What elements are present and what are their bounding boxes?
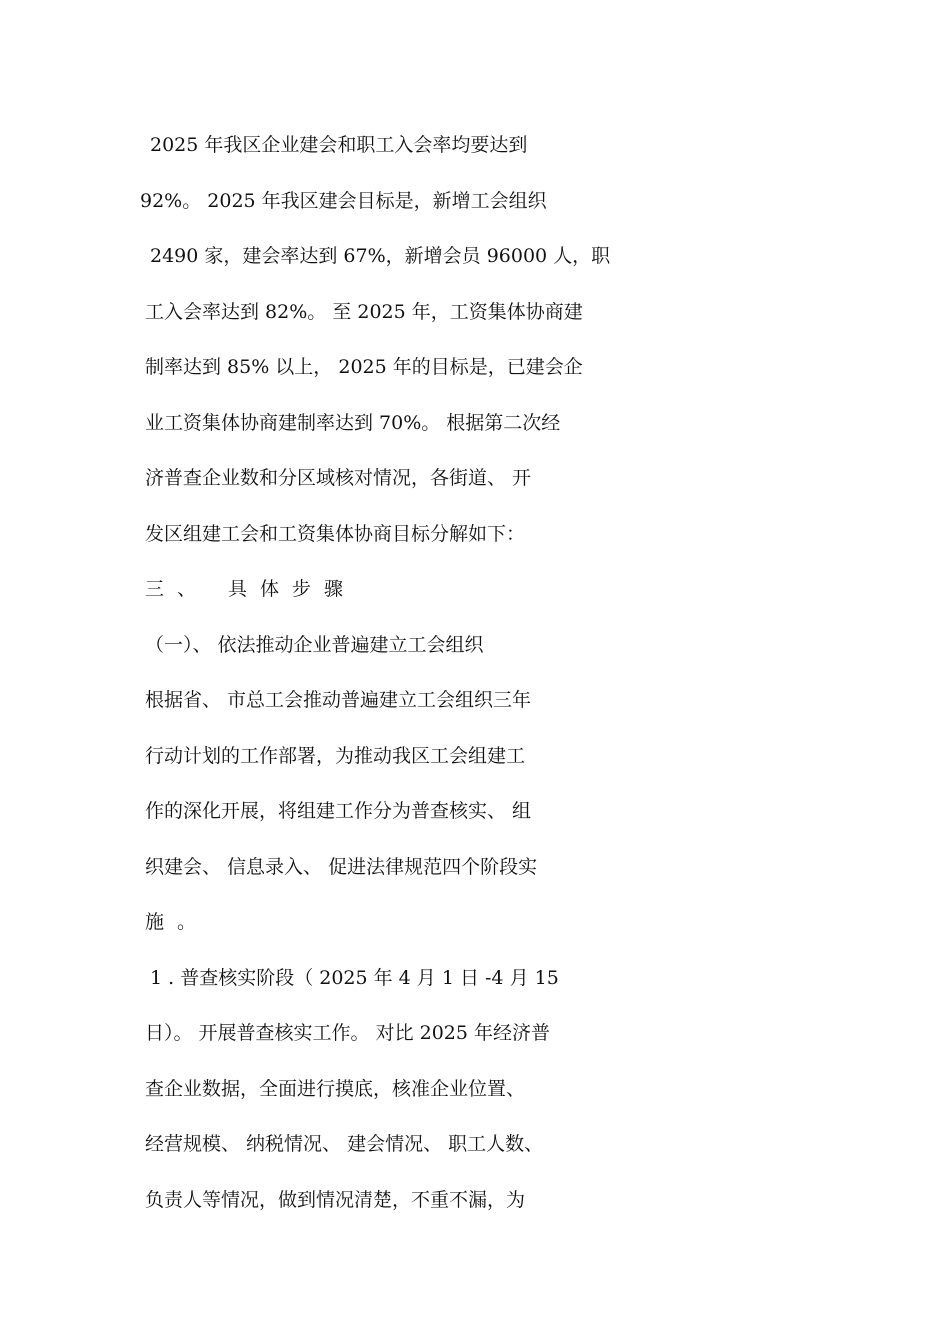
text-line: 经营规模、 纳税情况、 建会情况、 职工人数、 — [145, 1133, 544, 1155]
text-line: 1 . 普查核实阶段（ 2025 年 4 月 1 日 -4 月 15 — [150, 967, 559, 989]
text-line: 制率达到 85% 以上， 2025 年的目标是，已建会企 — [145, 356, 583, 378]
text-line: 根据省、 市总工会推动普遍建立工会组织三年 — [145, 689, 532, 711]
text-line: 工入会率达到 82%。 至 2025 年，工资集体协商建 — [145, 301, 583, 323]
text-line: 92%。 2025 年我区建会目标是，新增工会组织 — [140, 190, 547, 212]
subsection-heading: （一）、 依法推动企业普遍建立工会组织 — [145, 634, 484, 656]
text-line: 2025 年我区企业建会和职工入会率均要达到 — [150, 134, 528, 156]
text-line: 济普查企业数和分区域核对情况，各街道、 开 — [145, 467, 532, 489]
text-line: 查企业数据，全面进行摸底，核准企业位置、 — [145, 1078, 526, 1100]
text-line: 日）。 开展普查核实工作。 对比 2025 年经济普 — [145, 1022, 551, 1044]
text-line: 行动计划的工作部署，为推动我区工会组建工 — [145, 745, 526, 767]
text-line: 发区组建工会和工资集体协商目标分解如下： — [145, 523, 526, 545]
text-line: 施。 — [145, 911, 210, 933]
text-line: 作的深化开展，将组建工作分为普查核实、 组 — [145, 800, 532, 822]
text-line: 2490 家，建会率达到 67%，新增会员 96000 人，职 — [150, 245, 611, 267]
section-heading: 三、 具体步骤 — [145, 578, 357, 600]
text-line: 负责人等情况，做到情况清楚，不重不漏，为 — [145, 1189, 526, 1211]
text-line: 业工资集体协商建制率达到 70%。 根据第二次经 — [145, 412, 561, 434]
text-line: 织建会、 信息录入、 促进法律规范四个阶段实 — [145, 856, 538, 878]
